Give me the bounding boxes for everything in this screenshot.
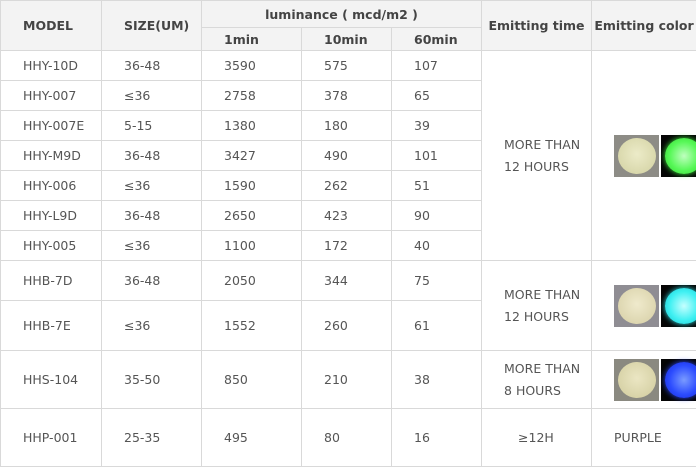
cell-size: 5-15	[102, 111, 202, 141]
cell-60min: 39	[392, 111, 482, 141]
cell-model: HHY-006	[1, 171, 102, 201]
cell-1min: 2650	[202, 201, 302, 231]
header-luminance: luminance ( mcd/m2 )	[202, 1, 482, 28]
cell-size: 35-50	[102, 351, 202, 409]
cell-60min: 101	[392, 141, 482, 171]
cell-60min: 61	[392, 301, 482, 351]
emitting-color-group-1	[592, 51, 696, 261]
cell-10min: 260	[302, 301, 392, 351]
cell-60min: 40	[392, 231, 482, 261]
header-10min: 10min	[302, 28, 392, 51]
cell-60min: 16	[392, 409, 482, 467]
table-row	[1, 351, 696, 409]
emitting-color-group-3	[592, 351, 696, 409]
cell-size: 36-48	[102, 201, 202, 231]
emitting-time-group-1	[482, 51, 592, 261]
time-line-2: 8 HOURS	[504, 382, 561, 398]
cell-size: 36-48	[102, 141, 202, 171]
header-emitting-color: Emitting color	[592, 1, 696, 51]
cell-1min: 1100	[202, 231, 302, 261]
cell-1min: 850	[202, 351, 302, 409]
cell-model: HHY-007E	[1, 111, 102, 141]
cell-model: HHY-007	[1, 81, 102, 111]
cell-model: HHP-001	[1, 409, 102, 467]
cell-1min: 1552	[202, 301, 302, 351]
cell-60min: 107	[392, 51, 482, 81]
cell-10min: 172	[302, 231, 392, 261]
time-line-1: MORE THAN	[504, 136, 581, 152]
cell-10min: 210	[302, 351, 392, 409]
cell-size: ≤36	[102, 171, 202, 201]
cell-1min: 1590	[202, 171, 302, 201]
cell-60min: 65	[392, 81, 482, 111]
cell-model: HHS-104	[1, 351, 102, 409]
cell-10min: 344	[302, 261, 392, 301]
emitting-color-group-2	[592, 261, 696, 351]
cell-60min: 90	[392, 201, 482, 231]
table-row	[1, 409, 696, 467]
color-swatch-pair	[614, 285, 696, 327]
daylight-swatch	[614, 135, 659, 177]
cell-size: 36-48	[102, 51, 202, 81]
cell-60min: 51	[392, 171, 482, 201]
cell-10min: 378	[302, 81, 392, 111]
blue-glow-swatch	[661, 359, 696, 401]
cell-model: HHY-L9D	[1, 201, 102, 231]
time-line-2: 12 HOURS	[504, 158, 569, 174]
cell-model: HHB-7E	[1, 301, 102, 351]
cell-1min: 495	[202, 409, 302, 467]
cell-size: ≤36	[102, 301, 202, 351]
cell-model: HHY-M9D	[1, 141, 102, 171]
cell-size: 36-48	[102, 261, 202, 301]
header-model: MODEL	[1, 1, 102, 51]
cell-1min: 2050	[202, 261, 302, 301]
table-row	[1, 261, 696, 301]
header-60min: 60min	[392, 28, 482, 51]
color-swatch-pair	[614, 135, 696, 177]
cell-10min: 423	[302, 201, 392, 231]
cell-10min: 80	[302, 409, 392, 467]
cell-size: ≤36	[102, 231, 202, 261]
emitting-time-group-3	[482, 351, 592, 409]
color-swatch-pair	[614, 359, 696, 401]
cell-1min: 3427	[202, 141, 302, 171]
time-line-2: 12 HOURS	[504, 308, 569, 324]
cell-model: HHY-005	[1, 231, 102, 261]
cell-10min: 180	[302, 111, 392, 141]
cell-10min: 490	[302, 141, 392, 171]
header-size: SIZE(UM)	[102, 1, 202, 51]
cell-60min: 75	[392, 261, 482, 301]
time-line-1: MORE THAN	[504, 360, 581, 376]
green-glow-swatch	[661, 135, 696, 177]
cell-model: HHY-10D	[1, 51, 102, 81]
cell-size: 25-35	[102, 409, 202, 467]
cell-60min: 38	[392, 351, 482, 409]
cell-10min: 575	[302, 51, 392, 81]
cell-size: ≤36	[102, 81, 202, 111]
header-row	[1, 1, 696, 28]
cell-1min: 2758	[202, 81, 302, 111]
emitting-time-group-2	[482, 261, 592, 351]
emitting-color-group-4: PURPLE	[592, 409, 696, 467]
cell-10min: 262	[302, 171, 392, 201]
cyan-glow-swatch	[661, 285, 696, 327]
header-emitting-time: Emitting time	[482, 1, 592, 51]
cell-model: HHB-7D	[1, 261, 102, 301]
table-row	[1, 51, 696, 81]
cell-1min: 3590	[202, 51, 302, 81]
time-line-1: MORE THAN	[504, 286, 581, 302]
emitting-time-group-4: ≥12H	[482, 409, 592, 467]
daylight-swatch	[614, 359, 659, 401]
daylight-swatch	[614, 285, 659, 327]
header-1min: 1min	[202, 28, 302, 51]
cell-1min: 1380	[202, 111, 302, 141]
